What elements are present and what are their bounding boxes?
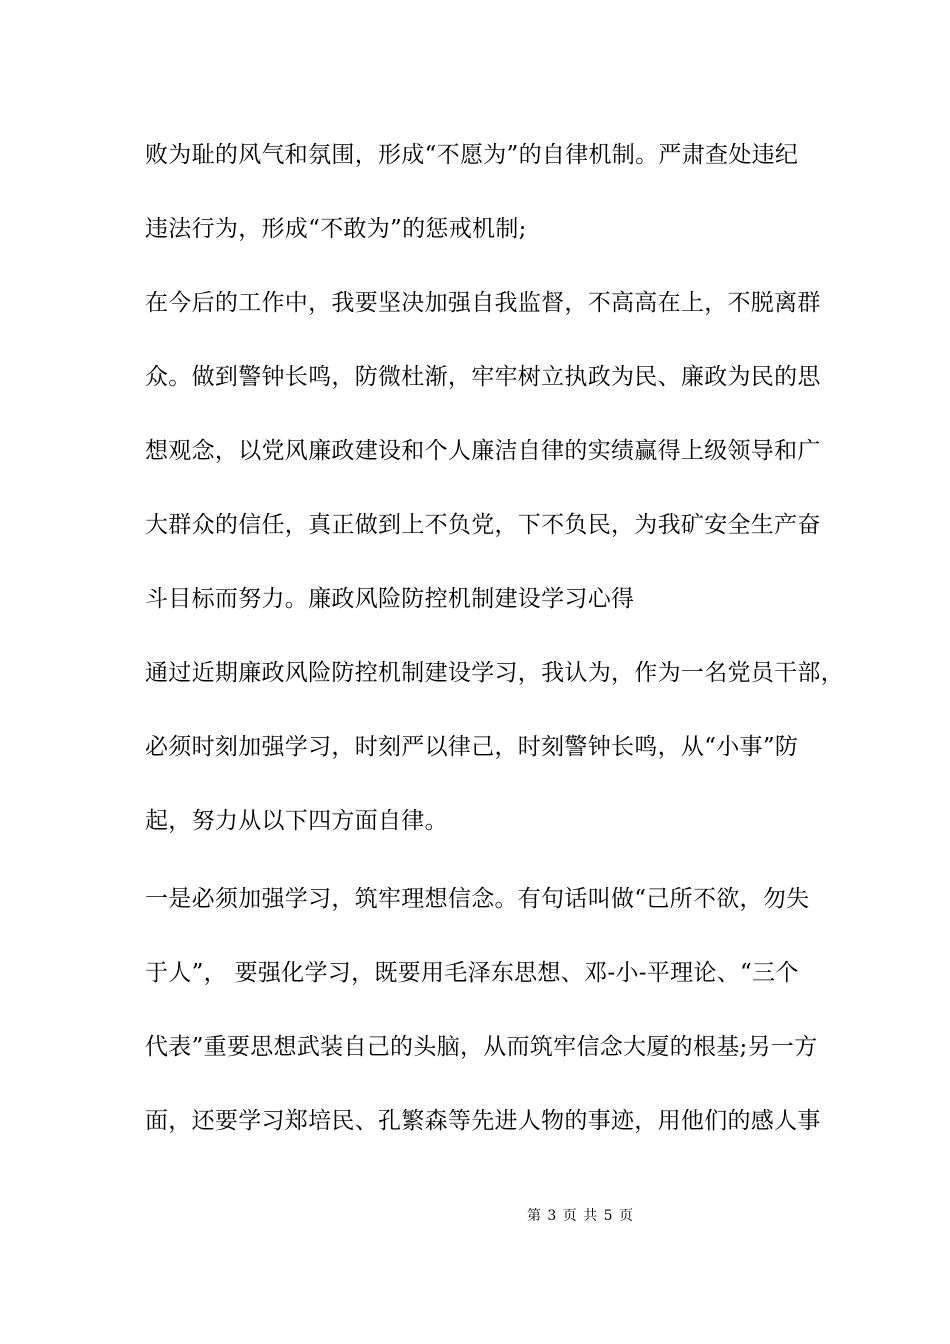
text-line-12: 于人”， 要强化学习，既要用毛泽东思想、邓-小-平理论、“三个 bbox=[145, 960, 799, 986]
text-line-9: 必须时刻加强学习，时刻严以律己，时刻警钟长鸣，从“小事”防 bbox=[145, 734, 799, 760]
text-line-1: 败为耻的风气和氛围，形成“不愿为”的自律机制。严肃查处违纪 bbox=[145, 142, 799, 168]
text-line-5: 想观念，以党风廉政建设和个人廉洁自律的实绩赢得上级领导和广 bbox=[145, 438, 821, 464]
text-line-4: 众。做到警钟长鸣，防微杜渐，牢牢树立执政为民、廉政为民的思 bbox=[145, 364, 821, 390]
text-line-13: 代表”重要思想武装自己的头脑，从而筑牢信念大厦的根基;另一方 bbox=[145, 1034, 818, 1060]
text-line-11: 一是必须加强学习，筑牢理想信念。有句话叫做“己所不欲，勿失 bbox=[145, 886, 810, 912]
text-line-8: 通过近期廉政风险防控机制建设学习，我认为，作为一名党员干部， bbox=[145, 660, 844, 686]
text-line-7: 斗目标而努力。廉政风险防控机制建设学习心得 bbox=[145, 586, 635, 612]
text-line-6: 大群众的信任，真正做到上不负党，下不负民，为我矿安全生产奋 bbox=[145, 512, 821, 538]
text-line-3: 在今后的工作中，我要坚决加强自我监督，不高高在上，不脱离群 bbox=[145, 290, 821, 316]
text-line-2: 违法行为，形成“不敢为”的惩戒机制; bbox=[145, 216, 527, 242]
page-number-footer: 第 3 页 共 5 页 bbox=[526, 1208, 634, 1224]
text-line-10: 起，努力从以下四方面自律。 bbox=[145, 808, 448, 834]
text-line-14: 面，还要学习郑培民、孔繁森等先进人物的事迹，用他们的感人事 bbox=[145, 1108, 821, 1134]
